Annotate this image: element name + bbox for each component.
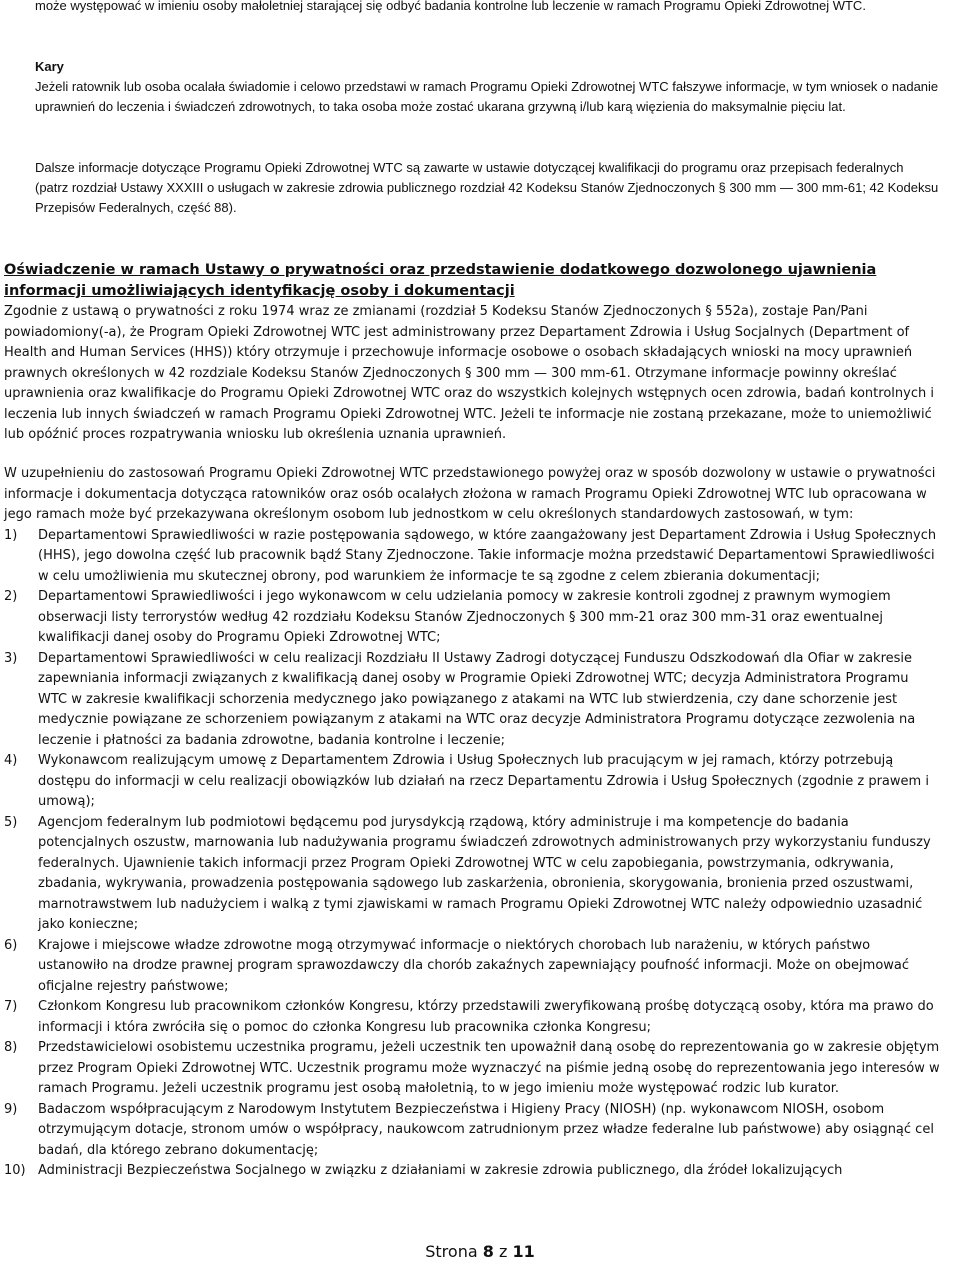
page-total: 11 — [512, 1242, 535, 1261]
list-item — [4, 1161, 940, 1182]
list-item-text: Administracji Bezpieczeństwa Socjalnego w związku z działaniami w zakresie zdrowia publicznego, dla źródeł lokalizujących — [38, 1163, 843, 1178]
list-item — [4, 1100, 940, 1162]
supplement-section — [4, 464, 940, 1182]
privacy-text — [4, 302, 940, 446]
list-item-text: Departamentowi Sprawiedliwości w razie postępowania sądowego, w które zaangażowany jest Departament Zdrowia i Usług Społecznych (HHS), jego dowolna część lub pracownik bądź Stany Zjednoczone. Takie informacje można przedstawić Departamentowi Sprawiedliwości w celu umożliwienia mu skutecznej obrony, pod warunkiem że informacje te są zgodne z celem zbierania dokumentacji; — [38, 527, 937, 584]
list-item — [4, 649, 940, 752]
list-item — [4, 751, 940, 813]
list-item-text: Krajowe i miejscowe władze zdrowotne mogą otrzymywać informacje o niektórych chorobach lub narażeniu, w których państwo ustanowiło na drodze prawnej program sprawozdawczy dla chorób zakaźnych zapewniający poufność informacji. Może on obejmować oficjalne rejestry państwowe; — [38, 937, 910, 994]
list-item-text: Przedstawicielowi osobistemu uczestnika programu, jeżeli uczestnik ten upoważnił daną osobę do reprezentowania go w zakresie objętym przez Program Opieki Zdrowotnej WTC. Uczestnik programu może wyznaczyć na piśmie jedną osobę do reprezentowania jego interesów w ramach Programu. Jeżeli uczestnik programu jest osobą małoletnią, to w jego imieniu może występować rodzic lub kurator. — [38, 1040, 940, 1096]
list-item-text: Departamentowi Sprawiedliwości i jego wykonawcom w celu udzielania pomocy w zakresie kontroli zgodnej z prawnym wymogiem obserwacji listy terrorystów według 42 rozdziału Kodeksu Stanów Zjednoczonych § 300 mm-21 oraz 300 mm-31 oraz ewentualnej kwalifikacji danej osoby do Programu Opieki Zdrowotnej WTC; — [38, 589, 891, 645]
privacy-heading: Oświadczenie w ramach Ustawy o prywatności oraz przedstawienie dodatkowego dozwolonego ujawnienia informacji umożliwiających identyfikację osoby i dokumentacji — [4, 262, 877, 299]
list-item-text: Wykonawcom realizującym umowę z Departamentem Zdrowia i Usług Społecznych lub pracującym w jej ramach, którzy potrzebują dostępu do informacji w celu realizacji obowiązków lub działań na rzecz Departamentu Zdrowia i Usług Społecznych (zgodnie z prawem i umową); — [38, 753, 929, 809]
privacy-text-emphasis: Otrzymane informacje powinny określać uprawnienia oraz kwalifikacje do Programu Opieki Zdrowotnej WTC oraz do wszystkich kolejnych wstępnych ocen zdrowia, badań kontrolnych i leczenia lub innych świadczeń w ramach Programu Opieki Zdrowotnej WTC. Jeżeli te informacje nie zostaną przekazane, może to uniemożliwić lub opóźnić proces rozpatrywania wniosku lub określenia uznania uprawnień. — [4, 365, 934, 442]
list-item-number: 1) — [4, 527, 18, 543]
list-item — [4, 587, 940, 649]
uses-list — [4, 526, 940, 1182]
list-item-text: Agencjom federalnym lub podmiotowi będącemu pod jurysdykcją rządową, który administruje i ma kompetencje do badania potencjalnych oszustw, marnowania lub nadużywania programu świadczeń zdrowotnych administrowanych przy wykorzystaniu funduszy federalnych. Ujawnienie takich informacji przez Program Opieki Zdrowotnej WTC w celu zapobiegania, powstrzymania, odkrywania, zbadania, wykrywania, prowadzenia postępowania sądowego lub zaskarżenia, obronienia, skorygowania, bronienia przed oszustwami, marnotrawstwem lub nadużyciem i walką z tymi zjawiskami w ramach Programu Opieki Zdrowotnej WTC należy odpowiednio uzasadnić jako konieczne; — [38, 814, 931, 932]
penalties-title: Kary — [35, 59, 64, 74]
list-item — [4, 997, 940, 1038]
list-item-text: Badaczom współpracującym z Narodowym Instytutem Bezpieczeństwa i Higieny Pracy (NIOSH) (np. wykonawcom NIOSH, osobom otrzymującym dotacje, stronom umów o współpracy, naukowcom zatrudnionym przez władze federalne lub państwowe) aby osiągnąć cel badań, dla którego zebrano dokumentację; — [38, 1101, 934, 1158]
list-item — [4, 526, 940, 588]
list-item — [4, 936, 940, 998]
continuation-paragraph — [35, 0, 940, 16]
supplement-intro: W uzupełnieniu do zastosowań Programu Opieki Zdrowotnej WTC przedstawionego powyżej oraz w sposób dozwolony w ustawie o prywatności informacje i dokumentacja dotycząca ratowników oraz osób ocalałych złożona w ramach Programu Opieki Zdrowotnej WTC lub opracowana w jego ramach może być przekazywana określonym osobom lub jednostkom w celu określonych standardowych zastosowań, w tym: — [4, 466, 936, 522]
list-item-number: 10) — [4, 1163, 26, 1178]
list-item-number: 9) — [4, 1101, 18, 1117]
list-item-number: 8) — [4, 1040, 18, 1055]
penalties-section — [35, 57, 940, 118]
list-item-number: 3) — [4, 650, 18, 666]
list-item-number: 5) — [4, 814, 18, 830]
page-footer — [0, 1242, 960, 1261]
list-item-number: 7) — [4, 999, 18, 1014]
further-info-text: Dalsze informacje dotyczące Programu Opieki Zdrowotnej WTC są zawarte w ustawie dotyczącej kwalifikacji do programu oraz przepisach federalnych (patrz rozdział Ustawy XXXIII o usługach w zakresie zdrowia publicznego rozdział 42 Kodeksu Stanów Zjednoczonych § 300 mm — 300 mm-61; 42 Kodeksu Przepisów Federalnych, część 88). — [35, 160, 939, 216]
list-item-text: Członkom Kongresu lub pracownikom członków Kongresu, którzy przedstawili zweryfikowaną prośbę dotyczącą osoby, która ma prawo do informacji i która zwróciła się o pomoc do członka Kongresu lub pracownika członka Kongresu; — [38, 999, 934, 1035]
list-item-text: Departamentowi Sprawiedliwości w celu realizacji Rozdziału II Ustawy Zadrogi dotyczącej Funduszu Odszkodowań dla Ofiar w zakresie zapewniania informacji związanych z kwalifikacją danej osoby w Programie Opieki Zdrowotnej WTC; decyzja Administratora Programu WTC w zakresie kwalifikacji schorzenia medycznego jako powiązanego z atakami na WTC lub stwierdzenia, czy dane schorzenie jest medycznie powiązane ze schorzeniem powiązanym z atakami na WTC oraz decyzje Administratora Programu dotyczące zezwolenia na leczenie i płatności za badania zdrowotne, badania kontrolne i leczenie; — [38, 650, 916, 748]
page-separator: z — [498, 1242, 508, 1261]
penalties-text: Jeżeli ratownik lub osoba ocalała świadomie i celowo przedstawi w ramach Programu Opieki Zdrowotnej WTC fałszywe informacje, w tym wniosek o nadanie uprawnień do leczenia i świadczeń zdrowotnych, to taka osoba może zostać ukarana grzywną i/lub karą więzienia do maksymalnie pięciu lat. — [35, 79, 939, 115]
list-item-number: 4) — [4, 753, 18, 768]
further-info-section — [35, 158, 940, 219]
continuation-text: może występować w imieniu osoby małoletniej starającej się odbyć badania kontrolne lub leczenie w ramach Programu Opieki Zdrowotnej WTC. — [35, 0, 866, 13]
list-item — [4, 813, 940, 936]
privacy-section — [4, 260, 940, 446]
list-item — [4, 1038, 940, 1100]
page-number: 8 — [482, 1242, 494, 1261]
privacy-text-normal: Zgodnie z ustawą o prywatności z roku 1974 wraz ze zmianami (rozdział 5 Kodeksu Stanów Zjednoczonych § 552a), zostaje Pan/Pani powiadomiony(-a), że Program Opieki Zdrowotnej WTC jest administrowany przez Departament Zdrowia i Usług Socjalnych (Department of Health and Human Services (HHS)) który otrzymuje i przechowuje informacje osobowe o osobach składających wnioski na mocy uprawnień prawnych określonych w 42 rozdziale Kodeksu Stanów Zjednoczonych § 300 mm — 300 mm-61. — [4, 304, 913, 381]
list-item-number: 6) — [4, 937, 18, 953]
page-label: Strona — [425, 1242, 478, 1261]
list-item-number: 2) — [4, 589, 18, 604]
